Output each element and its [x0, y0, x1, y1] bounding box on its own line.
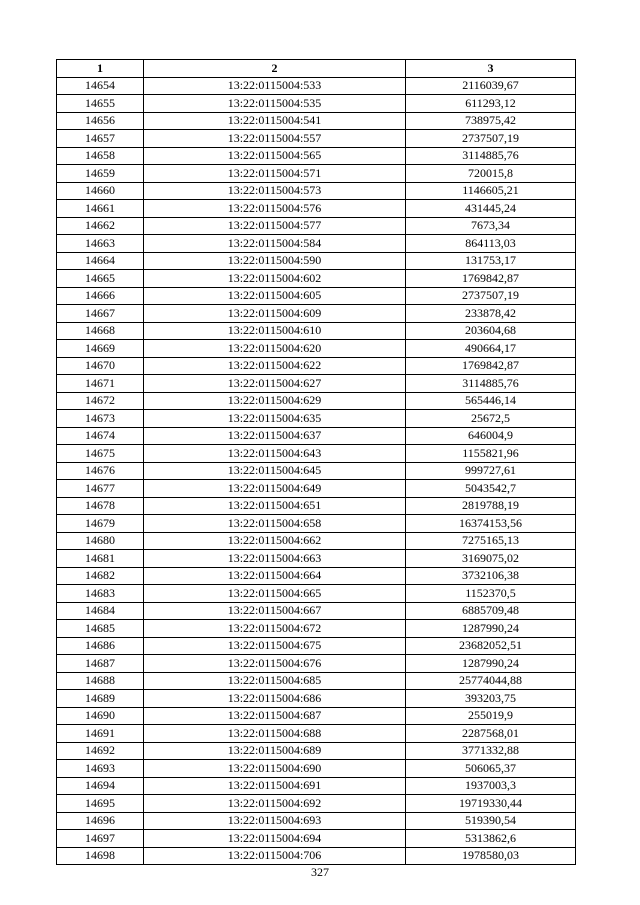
table-cell-col-1: 14677: [57, 480, 144, 498]
table-row: [57, 602, 576, 620]
table-cell-col-1: 14679: [57, 515, 144, 533]
table-cell-col-2: 13:22:0115004:694: [144, 830, 406, 848]
page-number: 327: [311, 865, 329, 879]
table-cell-col-1: 14664: [57, 252, 144, 270]
table-cell-col-2: 13:22:0115004:637: [144, 427, 406, 445]
table-cell-col-3: 19719330,44: [406, 795, 576, 813]
table-cell-col-1: 14674: [57, 427, 144, 445]
table-cell-col-3: 611293,12: [406, 95, 576, 113]
table-cell-col-1: 14685: [57, 620, 144, 638]
table-cell-col-1: 14689: [57, 690, 144, 708]
table-cell-col-2: 13:22:0115004:692: [144, 795, 406, 813]
table-cell-col-2: 13:22:0115004:665: [144, 585, 406, 603]
table-row: [57, 497, 576, 515]
table-cell-col-3: 3114885,76: [406, 375, 576, 393]
table-cell-col-2: 13:22:0115004:622: [144, 357, 406, 375]
table-row: [57, 480, 576, 498]
table-cell-col-2: 13:22:0115004:645: [144, 462, 406, 480]
column-header-2: 2: [144, 60, 406, 78]
table-cell-col-3: 2116039,67: [406, 77, 576, 95]
table-cell-col-3: 738975,42: [406, 112, 576, 130]
table-cell-col-2: 13:22:0115004:658: [144, 515, 406, 533]
table-row: [57, 235, 576, 253]
table-cell-col-3: 506065,37: [406, 760, 576, 778]
table-cell-col-3: 2287568,01: [406, 725, 576, 743]
table-row: [57, 340, 576, 358]
table-cell-col-1: 14687: [57, 655, 144, 673]
table-cell-col-1: 14676: [57, 462, 144, 480]
table-row: [57, 777, 576, 795]
table-cell-col-2: 13:22:0115004:643: [144, 445, 406, 463]
table-cell-col-3: 233878,42: [406, 305, 576, 323]
table-cell-col-2: 13:22:0115004:590: [144, 252, 406, 270]
table-cell-col-3: 3169075,02: [406, 550, 576, 568]
table-cell-col-3: 393203,75: [406, 690, 576, 708]
table-cell-col-3: 1287990,24: [406, 655, 576, 673]
table-cell-col-3: 25774044,88: [406, 672, 576, 690]
table-cell-col-2: 13:22:0115004:571: [144, 165, 406, 183]
table-cell-col-1: 14686: [57, 637, 144, 655]
table-cell-col-3: 1152370,5: [406, 585, 576, 603]
table-cell-col-1: 14694: [57, 777, 144, 795]
table-cell-col-1: 14669: [57, 340, 144, 358]
table-cell-col-1: 14696: [57, 812, 144, 830]
table-row: [57, 760, 576, 778]
table-cell-col-3: 23682052,51: [406, 637, 576, 655]
table-cell-col-2: 13:22:0115004:693: [144, 812, 406, 830]
table-cell-col-1: 14698: [57, 847, 144, 865]
column-header-3: 3: [406, 60, 576, 78]
table-row: [57, 270, 576, 288]
table-cell-col-3: 2737507,19: [406, 287, 576, 305]
table-cell-col-1: 14681: [57, 550, 144, 568]
data-table: [56, 59, 576, 865]
table-cell-col-1: 14673: [57, 410, 144, 428]
table-cell-col-2: 13:22:0115004:649: [144, 480, 406, 498]
table-cell-col-2: 13:22:0115004:675: [144, 637, 406, 655]
table-cell-col-1: 14660: [57, 182, 144, 200]
table-row: [57, 830, 576, 848]
table-cell-col-2: 13:22:0115004:688: [144, 725, 406, 743]
table-row: [57, 427, 576, 445]
table-row: [57, 305, 576, 323]
table-cell-col-3: 519390,54: [406, 812, 576, 830]
table-cell-col-2: 13:22:0115004:667: [144, 602, 406, 620]
table-cell-col-2: 13:22:0115004:609: [144, 305, 406, 323]
table-cell-col-1: 14654: [57, 77, 144, 95]
table-cell-col-2: 13:22:0115004:690: [144, 760, 406, 778]
table-cell-col-3: 1937003,3: [406, 777, 576, 795]
table-cell-col-3: 565446,14: [406, 392, 576, 410]
table-cell-col-2: 13:22:0115004:664: [144, 567, 406, 585]
table-cell-col-1: 14691: [57, 725, 144, 743]
table-cell-col-1: 14693: [57, 760, 144, 778]
table-cell-col-1: 14684: [57, 602, 144, 620]
table-cell-col-3: 864113,03: [406, 235, 576, 253]
table-cell-col-1: 14657: [57, 130, 144, 148]
table-cell-col-2: 13:22:0115004:610: [144, 322, 406, 340]
table-row: [57, 707, 576, 725]
table-row: [57, 147, 576, 165]
table-cell-col-2: 13:22:0115004:691: [144, 777, 406, 795]
table-cell-col-2: 13:22:0115004:584: [144, 235, 406, 253]
table-cell-col-2: 13:22:0115004:706: [144, 847, 406, 865]
table-cell-col-3: 7673,34: [406, 217, 576, 235]
table-row: [57, 515, 576, 533]
table-cell-col-3: 2819788,19: [406, 497, 576, 515]
table-cell-col-3: 720015,8: [406, 165, 576, 183]
table-row: [57, 357, 576, 375]
table-cell-col-2: 13:22:0115004:686: [144, 690, 406, 708]
table-cell-col-2: 13:22:0115004:605: [144, 287, 406, 305]
table-cell-col-3: 2737507,19: [406, 130, 576, 148]
table-cell-col-1: 14667: [57, 305, 144, 323]
table-cell-col-3: 25672,5: [406, 410, 576, 428]
column-header-1: 1: [57, 60, 144, 78]
table-row: [57, 550, 576, 568]
table-cell-col-2: 13:22:0115004:672: [144, 620, 406, 638]
table-row: [57, 287, 576, 305]
table-row: [57, 462, 576, 480]
table-cell-col-2: 13:22:0115004:541: [144, 112, 406, 130]
table-row: [57, 182, 576, 200]
table-cell-col-1: 14682: [57, 567, 144, 585]
table-row: [57, 672, 576, 690]
table-cell-col-3: 1769842,87: [406, 270, 576, 288]
table-cell-col-2: 13:22:0115004:573: [144, 182, 406, 200]
table-cell-col-1: 14663: [57, 235, 144, 253]
table-cell-col-1: 14655: [57, 95, 144, 113]
table-cell-col-1: 14672: [57, 392, 144, 410]
table-row: [57, 637, 576, 655]
table-cell-col-1: 14671: [57, 375, 144, 393]
table-row: [57, 200, 576, 218]
table-cell-col-2: 13:22:0115004:663: [144, 550, 406, 568]
table-cell-col-2: 13:22:0115004:687: [144, 707, 406, 725]
table-row: [57, 375, 576, 393]
table-cell-col-3: 7275165,13: [406, 532, 576, 550]
table-row: [57, 322, 576, 340]
table-row: [57, 165, 576, 183]
table-cell-col-1: 14680: [57, 532, 144, 550]
table-cell-col-3: 1769842,87: [406, 357, 576, 375]
table-cell-col-3: 1146605,21: [406, 182, 576, 200]
table-row: [57, 392, 576, 410]
table-row: [57, 410, 576, 428]
table-cell-col-2: 13:22:0115004:635: [144, 410, 406, 428]
table-cell-col-3: 1287990,24: [406, 620, 576, 638]
table-cell-col-2: 13:22:0115004:685: [144, 672, 406, 690]
table-cell-col-3: 3732106,38: [406, 567, 576, 585]
table-row: [57, 725, 576, 743]
table-row: [57, 252, 576, 270]
table-cell-col-1: 14695: [57, 795, 144, 813]
table-row: [57, 130, 576, 148]
table-cell-col-3: 203604,68: [406, 322, 576, 340]
table-cell-col-1: 14697: [57, 830, 144, 848]
table-row: [57, 95, 576, 113]
table-cell-col-1: 14658: [57, 147, 144, 165]
table-cell-col-3: 490664,17: [406, 340, 576, 358]
table-cell-col-2: 13:22:0115004:557: [144, 130, 406, 148]
table-cell-col-1: 14692: [57, 742, 144, 760]
table-body: [57, 77, 576, 865]
table-cell-col-3: 3114885,76: [406, 147, 576, 165]
table-cell-col-1: 14675: [57, 445, 144, 463]
table-cell-col-3: 5313862,6: [406, 830, 576, 848]
table-cell-col-2: 13:22:0115004:565: [144, 147, 406, 165]
table-cell-col-3: 431445,24: [406, 200, 576, 218]
table-cell-col-1: 14665: [57, 270, 144, 288]
table-cell-col-3: 646004,9: [406, 427, 576, 445]
table-row: [57, 620, 576, 638]
table-row: [57, 532, 576, 550]
table-cell-col-3: 131753,17: [406, 252, 576, 270]
table-row: [57, 112, 576, 130]
table-row: [57, 847, 576, 865]
table-cell-col-3: 1978580,03: [406, 847, 576, 865]
table-cell-col-1: 14690: [57, 707, 144, 725]
table-cell-col-3: 3771332,88: [406, 742, 576, 760]
table-cell-col-3: 255019,9: [406, 707, 576, 725]
table-cell-col-2: 13:22:0115004:620: [144, 340, 406, 358]
table-row: [57, 585, 576, 603]
table-cell-col-1: 14668: [57, 322, 144, 340]
table-cell-col-1: 14659: [57, 165, 144, 183]
table-cell-col-1: 14666: [57, 287, 144, 305]
table-cell-col-3: 6885709,48: [406, 602, 576, 620]
table-row: [57, 812, 576, 830]
table-cell-col-3: 16374153,56: [406, 515, 576, 533]
table-row: [57, 690, 576, 708]
table-cell-col-1: 14670: [57, 357, 144, 375]
table-cell-col-2: 13:22:0115004:676: [144, 655, 406, 673]
table-cell-col-1: 14656: [57, 112, 144, 130]
table-header-row: [57, 60, 576, 78]
table-cell-col-2: 13:22:0115004:651: [144, 497, 406, 515]
table-row: [57, 742, 576, 760]
table-cell-col-3: 5043542,7: [406, 480, 576, 498]
table-cell-col-1: 14678: [57, 497, 144, 515]
table-cell-col-1: 14688: [57, 672, 144, 690]
table-cell-col-2: 13:22:0115004:533: [144, 77, 406, 95]
table-cell-col-1: 14683: [57, 585, 144, 603]
table-cell-col-3: 999727,61: [406, 462, 576, 480]
table-cell-col-2: 13:22:0115004:602: [144, 270, 406, 288]
table-row: [57, 567, 576, 585]
table-cell-col-2: 13:22:0115004:689: [144, 742, 406, 760]
table-cell-col-2: 13:22:0115004:576: [144, 200, 406, 218]
table-cell-col-3: 1155821,96: [406, 445, 576, 463]
table-cell-col-2: 13:22:0115004:627: [144, 375, 406, 393]
table-cell-col-2: 13:22:0115004:535: [144, 95, 406, 113]
table-row: [57, 795, 576, 813]
table-cell-col-2: 13:22:0115004:629: [144, 392, 406, 410]
table-row: [57, 217, 576, 235]
table-row: [57, 655, 576, 673]
table-row: [57, 445, 576, 463]
table-row: [57, 77, 576, 95]
table-cell-col-2: 13:22:0115004:577: [144, 217, 406, 235]
table-cell-col-1: 14662: [57, 217, 144, 235]
table-cell-col-1: 14661: [57, 200, 144, 218]
table-cell-col-2: 13:22:0115004:662: [144, 532, 406, 550]
